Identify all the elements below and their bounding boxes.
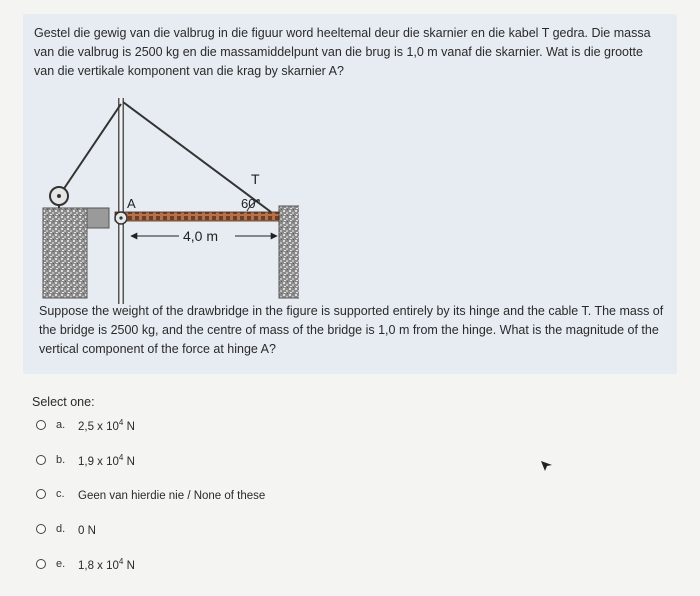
right-stone-pier: [279, 206, 299, 298]
question-text-afrikaans: Gestel die gewig van die valbrug in die figuur word heeltemal deur die skarnier en die kabel T gedra. Die massa van die valbrug is 2500 kg en die massamiddelpunt van die brug is 1,0 m vanaf die skarnier. Wat is die grootte van die vertikale komponent van die krag by skarnier A?: [34, 26, 651, 78]
hinge-block: [87, 208, 109, 228]
left-cable: [59, 104, 121, 196]
drawbridge-figure: [37, 96, 299, 306]
option-letter: a.: [56, 419, 66, 431]
option-letter: e.: [56, 558, 66, 570]
question-text-english: Suppose the weight of the drawbridge in the figure is supported entirely by its hinge and the cable T. The mass of the bridge is 2500 kg, and the centre of mass of the bridge is 1,0 m from the hinge. What is the magnitude of the vertical component of the force at hinge A?: [39, 304, 664, 356]
option-text: 2,5 x $10^4$ N: [78, 417, 135, 433]
radio-d[interactable]: [36, 524, 46, 534]
option-d[interactable]: [36, 520, 96, 538]
question-box: [23, 14, 677, 374]
option-text: 0 N: [78, 524, 96, 537]
label-angle: 60°: [241, 196, 261, 211]
radio-e[interactable]: [36, 559, 46, 569]
option-b[interactable]: [36, 451, 135, 469]
option-letter: c.: [56, 488, 65, 500]
radio-b[interactable]: [36, 455, 46, 465]
label-length: 4,0 m: [183, 228, 219, 244]
label-hinge-a: A: [127, 196, 136, 211]
label-t: T: [251, 171, 260, 187]
bridge-deck: [115, 212, 279, 221]
option-c[interactable]: [36, 485, 265, 503]
option-letter: b.: [56, 454, 66, 466]
select-one-label: Select one:: [32, 395, 95, 409]
option-text: 1,9 x $10^4$ N: [78, 452, 135, 468]
option-letter: d.: [56, 523, 66, 535]
option-e[interactable]: [36, 555, 135, 573]
option-text: 1,8 x $10^4$ N: [78, 556, 135, 572]
radio-a[interactable]: [36, 420, 46, 430]
mouse-cursor-icon: [540, 458, 554, 472]
option-text: Geen van hierdie nie / None of these: [78, 489, 266, 502]
option-a[interactable]: [36, 416, 135, 434]
left-stone-pier: [43, 208, 87, 298]
radio-c[interactable]: [36, 489, 46, 499]
